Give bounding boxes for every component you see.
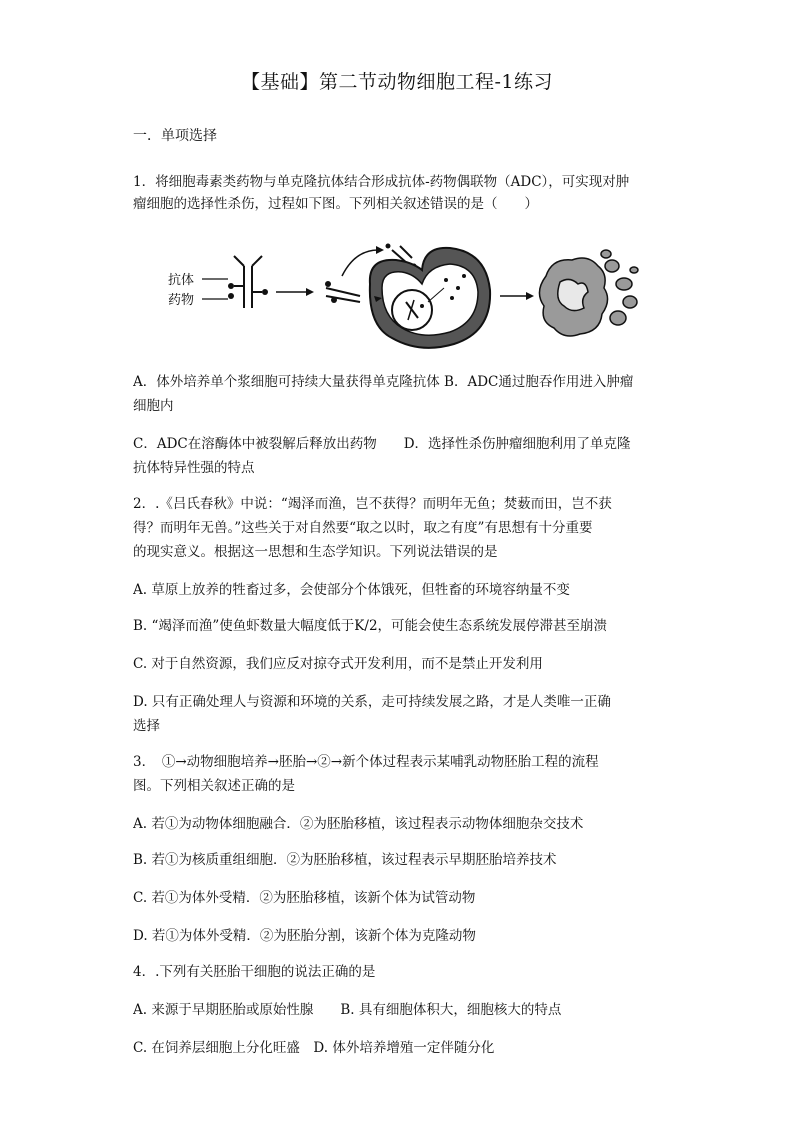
released-drug-dot [456, 286, 460, 290]
drug-dot-icon [325, 281, 331, 287]
section-heading: 一．单项选择 [133, 128, 217, 144]
question-3-option-b: B. 若①为核质重组细胞．②为胚胎移植，该过程表示早期胚胎培养技术 [133, 852, 557, 868]
question-2-stem-line-1: 2．.《吕氏春秋》中说：“竭泽而渔，岂不获得？而明年无鱼；焚薮而田，岂不获 [133, 496, 612, 512]
question-4-options-line-2: C. 在饲养层细胞上分化旺盛 D. 体外培养增殖一定伴随分化 [133, 1040, 495, 1056]
arrow-right-icon [500, 292, 534, 300]
adc-process-illustration [160, 236, 650, 354]
question-4-stem: 4．.下列有关胚胎干细胞的说法正确的是 [133, 964, 376, 980]
drug-dot-icon [386, 244, 391, 249]
figure-label-drug: 药物 [168, 293, 195, 308]
drug-dot-icon [331, 297, 337, 303]
question-4-options-line-1: A. 来源于早期胚胎或原始性腺 B. 具有细胞体积大，细胞核大的特点 [133, 1002, 562, 1018]
question-2-option-b: B. “竭泽而渔”使鱼虾数量大幅度低于K/2，可能会使生态系统发展停滞甚至崩溃 [133, 618, 608, 634]
question-2-option-d-line-1: D. 只有正确处理人与资源和环境的关系，走可持续发展之路，才是人类唯一正确 [133, 694, 611, 710]
page-title: 【基础】第二节动物细胞工程-1练习 [240, 71, 553, 93]
released-drug-dot [462, 274, 466, 278]
question-1-options-line-4: 抗体特异性强的特点 [133, 460, 255, 476]
question-2-option-a: A. 草原上放养的牲畜过多，会使部分个体饿死，但牲畜的环境容纳量不变 [133, 582, 570, 598]
figure-label-antibody: 抗体 [168, 273, 195, 288]
question-3-option-c: C. 若①为体外受精．②为胚胎移植，该新个体为试管动物 [133, 890, 476, 906]
adc-molecule-icon [234, 256, 262, 308]
released-drug-dot [444, 278, 448, 282]
question-3-option-d: D. 若①为体外受精．②为胚胎分割，该新个体为克隆动物 [133, 928, 476, 944]
tumor-cell-icon [370, 248, 490, 348]
question-3-stem-line-2: 图。下列相关叙述正确的是 [133, 778, 295, 794]
question-1-stem-line-2: 瘤细胞的选择性杀伤，过程如下图。下列相关叙述错误的是（ ） [133, 196, 538, 212]
question-2-stem-line-2: 得？而明年无兽。”这些关于对自然要“取之以时，取之有度”有思想有十分重要 [133, 520, 593, 536]
question-1-options-line-2: 细胞内 [133, 398, 174, 414]
drug-dot-icon [228, 283, 234, 289]
drug-dot-icon [262, 289, 268, 295]
drug-dot-icon [228, 293, 234, 299]
question-2-option-d-line-2: 选择 [133, 718, 160, 734]
question-1-options-line-1: A．体外培养单个浆细胞可持续大量获得单克隆抗体 B．ADC通过胞吞作用进入肿瘤 [133, 374, 634, 390]
question-2-option-c: C. 对于自然资源，我们应反对掠夺式开发利用，而不是禁止开发利用 [133, 656, 543, 672]
question-1-stem-line-1: 1．将细胞毒素类药物与单克隆抗体结合形成抗体-药物偶联物（ADC），可实现对肿 [133, 174, 630, 190]
released-drug-dot [450, 296, 454, 300]
question-3-option-a: A. 若①为动物体细胞融合．②为胚胎移植，该过程表示动物体细胞杂交技术 [133, 816, 584, 832]
arrow-right-icon [276, 288, 314, 296]
adc-process-figure [160, 236, 650, 354]
question-3-stem-line-1: 3． ①→动物细胞培养→胚胎→②→新个体过程表示某哺乳动物胚胎工程的流程 [133, 754, 599, 770]
dead-cell-fragments-icon [539, 250, 638, 336]
question-1-options-line-3: C．ADC在溶酶体中被裂解后释放出药物 D．选择性杀伤肿瘤细胞利用了单克隆 [133, 436, 631, 452]
question-2-stem-line-3: 的现实意义。根据这一思想和生态学知识。下列说法错误的是 [133, 544, 498, 560]
